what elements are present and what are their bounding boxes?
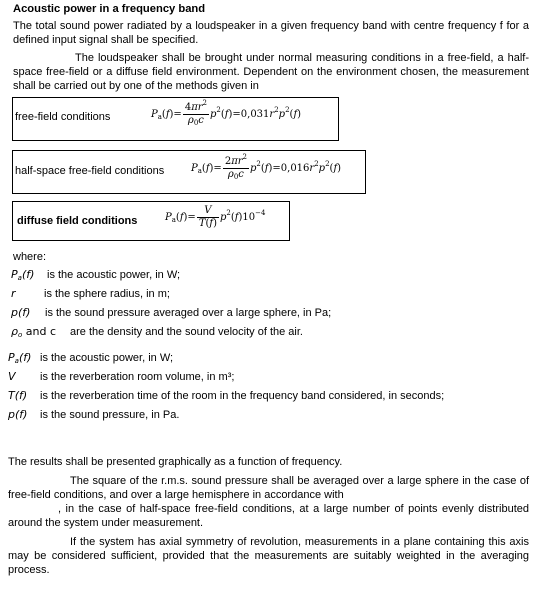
def-symbol: $P_a(f)$ — [8, 351, 32, 365]
def-symbol: p(f) — [11, 306, 31, 319]
def-symbol: $P_a(f)$ — [11, 268, 35, 282]
def-room-volume: V is the reverberation room volume, in m³; — [8, 370, 235, 383]
where-label: where: — [13, 251, 47, 263]
def-acoustic-power: $P_a(f)$ is the acoustic power, in W; — [11, 268, 181, 282]
section-heading: Acoustic power in a frequency band — [13, 3, 206, 15]
diffuse-field-equation: $P_a(f)=$ $\frac{V}{T(f)}$ $p^2(f)10^{-4}$ — [165, 205, 266, 229]
half-space-equation: $P_a(f)=$ $\frac{2\pi r^2}{\rho_0c}$ $p^2(f)=0,016r^2p^2(f)$ — [191, 153, 342, 181]
def-symbol: p(f) — [8, 408, 28, 421]
half-space-label: half-space free-field conditions — [15, 165, 165, 177]
intro-paragraph-1 — [13, 19, 529, 47]
diffuse-field-label: diffuse field conditions — [17, 215, 138, 227]
def-symbol: r — [11, 287, 16, 300]
def-density-velocity: $\rho_o$ and c are the density and the sound velocity of the air. — [11, 325, 303, 339]
diffuse-field-formula-box — [12, 201, 290, 241]
def-symbol: $\rho_o$ and c — [11, 325, 57, 339]
free-field-label: free-field conditions — [15, 111, 111, 123]
intro-text-1: The total sound power radiated by a loudspeaker in a given frequency band with centre frequency f for a defined input signal shall be specified. — [13, 20, 529, 46]
def-symbol: V — [8, 370, 16, 383]
averaging-paragraph: The square of the r.m.s. sound pressure shall be averaged over a large sphere in the case of free-field conditions, and over a large hemisphere in accordance with , in the case of half-space free-field conditions, at a large number of points evenly distributed around the system under measurement. — [8, 475, 529, 529]
def-sphere-radius: r is the sphere radius, in m; — [11, 287, 170, 300]
half-space-constant: 0,016 — [280, 163, 310, 174]
results-paragraph: The results shall be presented graphically as a function of frequency. — [8, 456, 343, 468]
free-field-equation: $P_a(f)=$ $\frac{4\pi r^2}{\rho_0c}$ $p^2(f)=0,031r^2p^2(f)$ — [151, 99, 302, 127]
def-sound-pressure-sphere: p(f) is the sound pressure averaged over a large sphere, in Pa; — [11, 306, 332, 319]
free-field-formula-box — [12, 97, 339, 141]
def-sound-pressure: p(f) is the sound pressure, in Pa. — [8, 408, 180, 421]
def-acoustic-power-2: $P_a(f)$ is the acoustic power, in W; — [8, 351, 174, 365]
def-reverberation-time: T(f) is the reverberation time of the room in the frequency band considered, in seconds; — [8, 389, 445, 402]
axial-symmetry-paragraph: If the system has axial symmetry of revolution, measurements in a plane containing this axis may be considered sufficient, provided that the measurements are suitably weighted in the averaging process. — [8, 536, 529, 576]
intro-paragraph-2: The loudspeaker shall be brought under normal measuring conditions in a free-field, a half-space free-field or a diffuse field environment. Dependent on the environment chosen, the measurement shall be carried out by one of the methods given in — [13, 52, 529, 92]
half-space-formula-box — [12, 150, 366, 194]
def-symbol: T(f) — [8, 389, 28, 402]
free-field-constant: 0,031 — [240, 109, 270, 120]
